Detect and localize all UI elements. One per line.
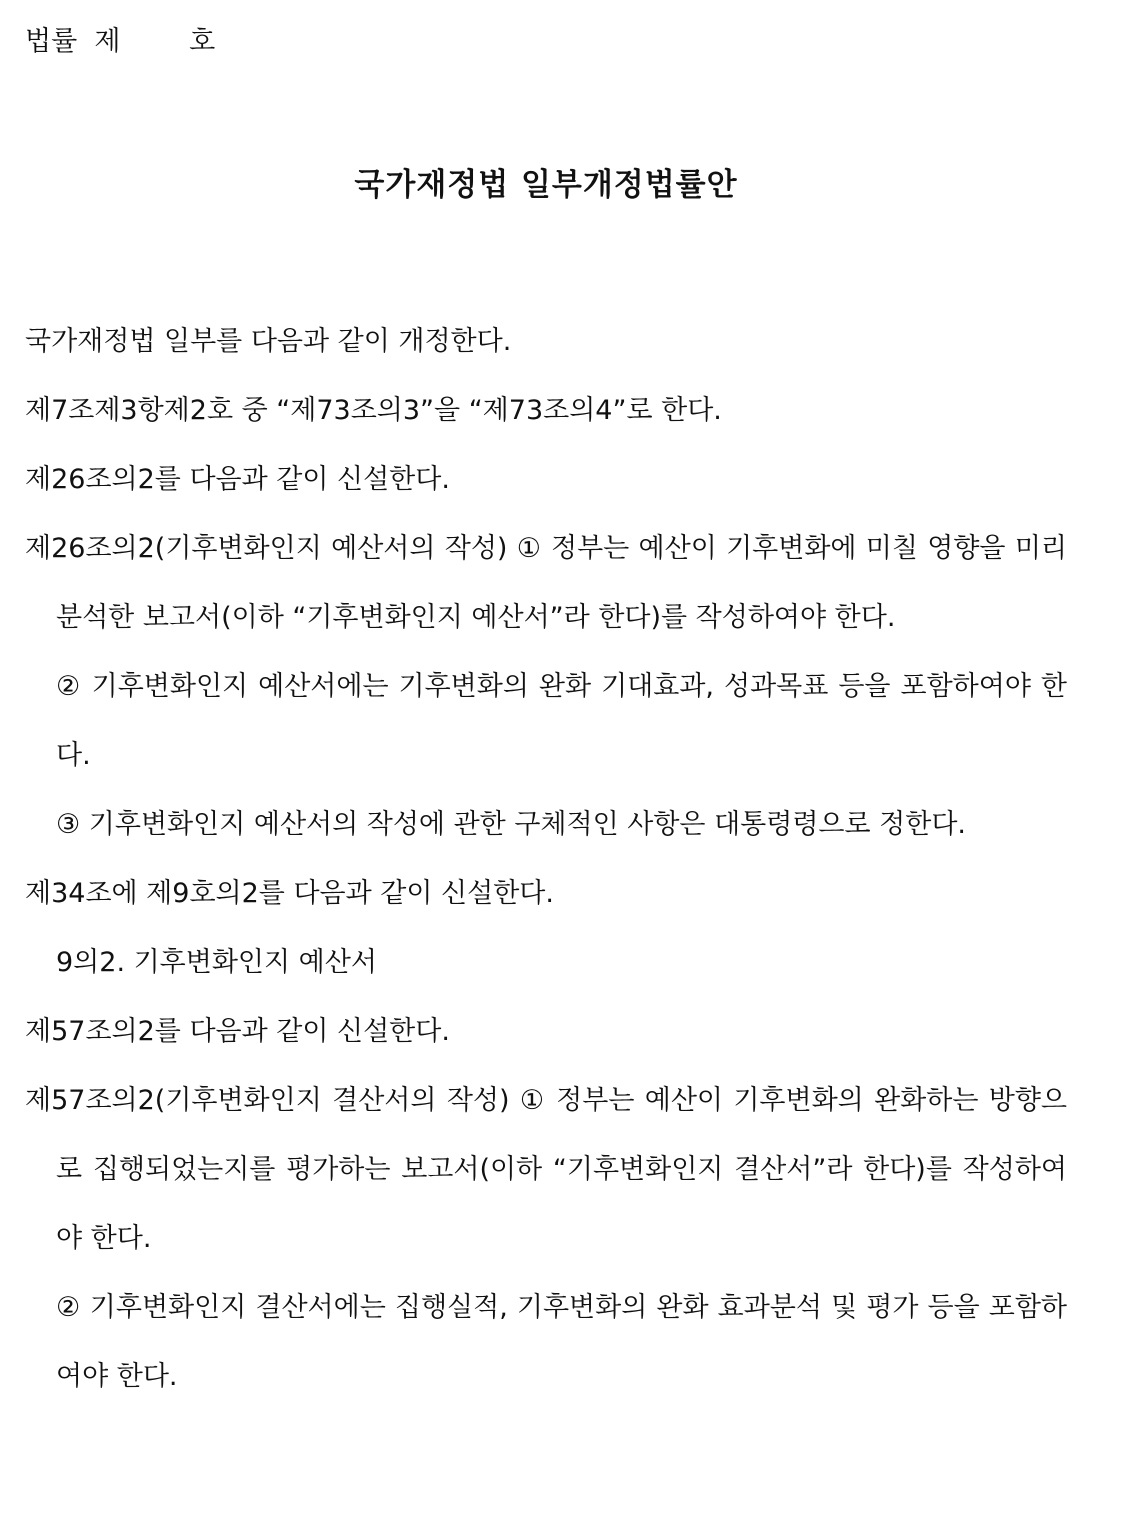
new-article-57-2-intro: 제57조의2를 다음과 같이 신설한다. [25,1016,450,1047]
new-article-34-item-intro: 제34조에 제9호의2를 다음과 같이 신설한다. [25,878,554,909]
article-26-2-clause-2: ② 기후변화인지 예산서에는 기후변화의 완화 기대효과, 성과목표 등을 포함하여야 한다. [56,671,1067,771]
article-57-2-clause-1: 제57조의2(기후변화인지 결산서의 작성) ① 정부는 예산이 기후변화의 완화하는 방향으로 집행되었는지를 평가하는 보고서(이하 “기후변화인지 결산서”라 한다)를 작성하여야 한다. [25,1085,1067,1254]
bill-number-line: 법률 제 호 [25,26,216,57]
article-57-2-clause-2: ② 기후변화인지 결산서에는 집행실적, 기후변화의 완화 효과분석 및 평가 등을 포함하여야 한다. [56,1292,1067,1392]
article-26-2-clause-3: ③ 기후변화인지 예산서의 작성에 관한 구체적인 사항은 대통령령으로 정한다. [56,809,966,840]
amendment-article-7: 제7조제3항제2호 중 “제73조의3”을 “제73조의4”로 한다. [25,395,722,426]
intro-paragraph: 국가재정법 일부를 다음과 같이 개정한다. [25,326,512,357]
article-26-2-clause-1: 제26조의2(기후변화인지 예산서의 작성) ① 정부는 예산이 기후변화에 미칠 영향을 미리 분석한 보고서(이하 “기후변화인지 예산서”라 한다)를 작성하여야 한다. [25,533,1067,633]
new-article-26-2-intro: 제26조의2를 다음과 같이 신설한다. [25,464,450,495]
document-body [25,307,1067,1411]
article-34-item-9-2: 9의2. 기후변화인지 예산서 [56,947,377,978]
document-title: 국가재정법 일부개정법률안 [354,167,738,203]
